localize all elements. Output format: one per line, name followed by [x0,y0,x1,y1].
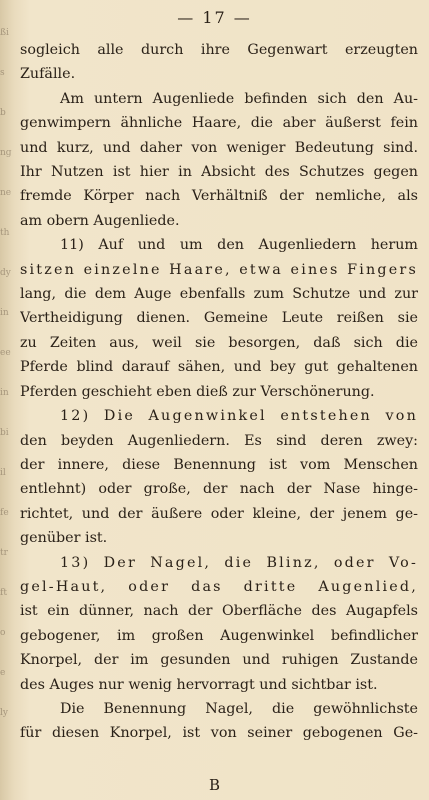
bleed-fragment: ft [0,588,7,598]
bleed-fragment: ne [0,188,12,198]
text-line: gebogener, im großen Augenwinkel befindlicher [20,627,418,644]
text-line: Pferden geschieht eben dieß zur Verschönerung. [20,383,375,400]
bleed-fragment: ßi [0,28,9,38]
text-line: Die Benennung Nagel, die gewöhnlichste [60,700,418,717]
page-number: — 17 — [177,8,252,27]
text-line: den beyden Augenliedern. Es sind deren zwey: [20,432,418,449]
bleed-fragment: o [0,628,6,638]
text-line: Am untern Augenliede befinden sich den Au- [60,90,418,107]
text-line: der innere, diese Benennung ist vom Menschen [20,456,418,473]
bleed-fragment: e [0,668,6,678]
text-line: ist ein dünner, nach der Oberfläche des Augapfels [20,603,418,620]
bleed-fragment: dy [0,268,11,278]
text-line: genüber ist. [20,530,108,547]
text-line: zu Zeiten aus, weil sie besorgen, daß sich die [20,334,418,351]
bleed-fragment: ng [0,148,12,158]
text-line: genwimpern ähnliche Haare, die aber äußerst fein [20,115,418,132]
text-line: Pferde blind darauf sähen, und bey gut gehaltenen [20,359,418,376]
paragraph-11-heading: 11) Auf und um den Augenliedern herum [60,237,418,254]
text-line: sogleich alle durch ihre Gegenwart erzeugten [20,42,418,58]
bleed-fragment: tr [0,548,8,558]
text-line: sitzen einzelne Haare, etwa eines Fingers [20,261,418,278]
bleed-fragment: il [0,468,6,478]
text-line: Zufälle. [20,66,76,83]
text-line: Ihr Nutzen ist hier in Absicht des Schutzes gegen [20,164,418,181]
body-text [20,38,418,746]
signature-mark: B [208,776,221,794]
bleed-through-margin [0,28,14,718]
bleed-fragment: in [0,308,9,318]
text-line: Vertheidigung dienen. Gemeine Leute reißen sie [20,310,418,327]
paragraph-12-heading: 12) Die Augenwinkel entstehen von [60,408,418,425]
text-line: richtet, und der äußere oder kleine, der jenem ge- [20,505,418,522]
bleed-fragment: ly [0,708,8,718]
paragraph-13-heading: 13) Der Nagel, die Blinz, oder Vo- [60,554,418,571]
bleed-fragment: s [0,68,5,78]
text-line: gel-Haut, oder das dritte Augenlied, [20,578,418,595]
text-line: Knorpel, der im gesunden und ruhigen Zustande [20,652,418,669]
bleed-fragment: ee [0,348,11,358]
bleed-fragment: bi [0,428,9,438]
text-line: lang, die dem Auge ebenfalls zum Schutze und zur [20,286,418,303]
text-line: entlehnt) oder große, der nach der Nase hinge- [20,481,418,498]
bleed-fragment: in [0,388,9,398]
text-line: fremde Körper nach Verhältniß der nemliche, als [20,188,418,205]
bleed-fragment: fe [0,508,9,518]
text-line: für diesen Knorpel, ist von seiner gebogenen Ge- [20,725,418,742]
bleed-fragment: b [0,108,6,118]
bleed-fragment: th [0,228,10,238]
text-line: am obern Augenliede. [20,212,180,229]
text-line: und kurz, und daher von weniger Bedeutung sind. [20,139,418,156]
text-line: des Auges nur wenig hervorragt und sichtbar ist. [20,676,378,693]
